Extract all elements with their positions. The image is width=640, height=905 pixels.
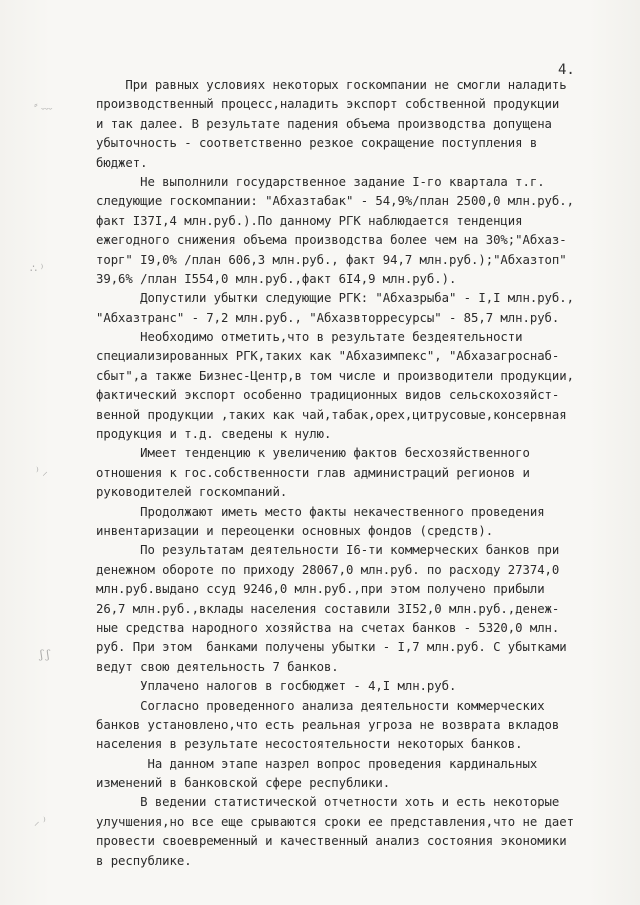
text-line: венной продукции ,таких как чай,табак,орех,цитрусовые,консервная — [96, 407, 567, 422]
text-line: ведут свою деятельность 7 банков. — [96, 659, 339, 674]
text-line: Уплачено налогов в госбюджет - 4,I млн.руб. — [96, 679, 457, 694]
text-line: следующие госкомпании: "Абхазтабак" - 54,9%/план 2500,0 млн.руб., — [96, 194, 574, 209]
text-line: в республике. — [96, 853, 192, 868]
text-line: По результатам деятельности I6-ти коммерческих банков при — [96, 543, 560, 558]
text-line: сбыт",а также Бизнес-Центр,в том числе и производители продукции, — [96, 368, 574, 383]
text-line: Имеет тенденцию к увеличению фактов бесхозяйственного — [96, 446, 530, 461]
text-line: фактический экспорт особенно традиционных видов сельскохозяйст- — [96, 388, 560, 403]
text-line: В ведении статистической отчетности хоть и есть некоторые — [96, 795, 560, 810]
text-line: 26,7 млн.руб.,вклады населения составили 3I52,0 млн.руб.,денеж- — [96, 601, 560, 616]
document-body — [96, 76, 608, 871]
page-number: 4. — [558, 62, 575, 78]
text-line: специализированных РГК,таких как "Абхазимпекс", "Абхазагроснаб- — [96, 349, 560, 364]
text-line: При равных условиях некоторых госкомпании не смогли наладить — [96, 78, 567, 92]
text-line: Согласно проведенного анализа деятельности коммерческих — [96, 698, 545, 713]
text-line: населения в результате несостоятельности некоторых банков. — [96, 737, 523, 752]
text-line: торг" I9,0% /план 606,3 млн.руб., факт 94,7 млн.руб.);"Абхазтоп" — [96, 252, 567, 267]
text-line: факт I37I,4 млн.руб.).По данному РГК наблюдается тенденция — [96, 213, 523, 228]
text-line: Допустили убытки следующие РГК: "Абхазрыба" - I,I млн.руб., — [96, 291, 574, 306]
text-line: убыточность - соответственно резкое сокращение поступления в — [96, 136, 538, 151]
text-line: "Абхазтранс" - 7,2 млн.руб., "Абхазвторресурсы" - 85,7 млн.руб. — [96, 310, 560, 325]
text-line: Необходимо отметить,что в результате бездеятельности — [96, 330, 523, 345]
margin-mark: ʃ ʃ — [40, 648, 50, 661]
text-line: На данном этапе назрел вопрос проведения кардинальных — [96, 756, 538, 771]
text-line: руб. При этом банками получены убытки - I,7 млн.руб. С убытками — [96, 640, 567, 655]
margin-mark: ⸝ ⁾ — [34, 815, 46, 828]
text-line: ные средства народного хозяйства на счетах банков - 5320,0 млн. — [96, 620, 560, 635]
text-line: провести своевременный и качественный анализ состояния экономики — [96, 834, 567, 849]
margin-mark: ⸗ ﹏ — [34, 98, 53, 111]
text-line: денежном обороте по приходу 28067,0 млн.руб. по расходу 27374,0 — [96, 562, 560, 577]
text-line: отношения к гос.собственности глав администраций регионов и — [96, 465, 530, 480]
text-line: Продолжают иметь место факты некачественного проведения — [96, 504, 545, 519]
text-line: бюджет. — [96, 155, 148, 170]
text-line: и так далее. В результате падения объема производства допущена — [96, 116, 552, 131]
margin-mark: ∴ ⁾ — [30, 262, 44, 275]
text-line: млн.руб.выдано ссуд 9246,0 млн.руб.,при этом получено прибыли — [96, 582, 545, 597]
text-line: изменений в банковской сфере республики. — [96, 776, 391, 791]
text-line: производственный процесс,наладить экспорт собственной продукции — [96, 97, 560, 112]
text-line: руководителей госкомпаний. — [96, 485, 288, 500]
text-line: Не выполнили государственное задание I-го квартала т.г. — [96, 174, 545, 189]
text-line: ежегодного снижения объема производства более чем на 30%;"Абхаз- — [96, 233, 567, 248]
margin-mark: ⁾ ⸝ — [36, 465, 48, 478]
text-line: улучшения,но все еще срываются сроки ее представления,что не дает — [96, 814, 574, 829]
text-line: 39,6% /план I554,0 млн.руб.,факт 6I4,9 млн.руб.). — [96, 271, 457, 286]
text-line: банков установлено,что есть реальная угроза не возврата вкладов — [96, 717, 560, 732]
text-line: продукция и т.д. сведены к нулю. — [96, 427, 332, 442]
text-line: инвентаризации и переоценки основных фондов (средств). — [96, 523, 494, 538]
